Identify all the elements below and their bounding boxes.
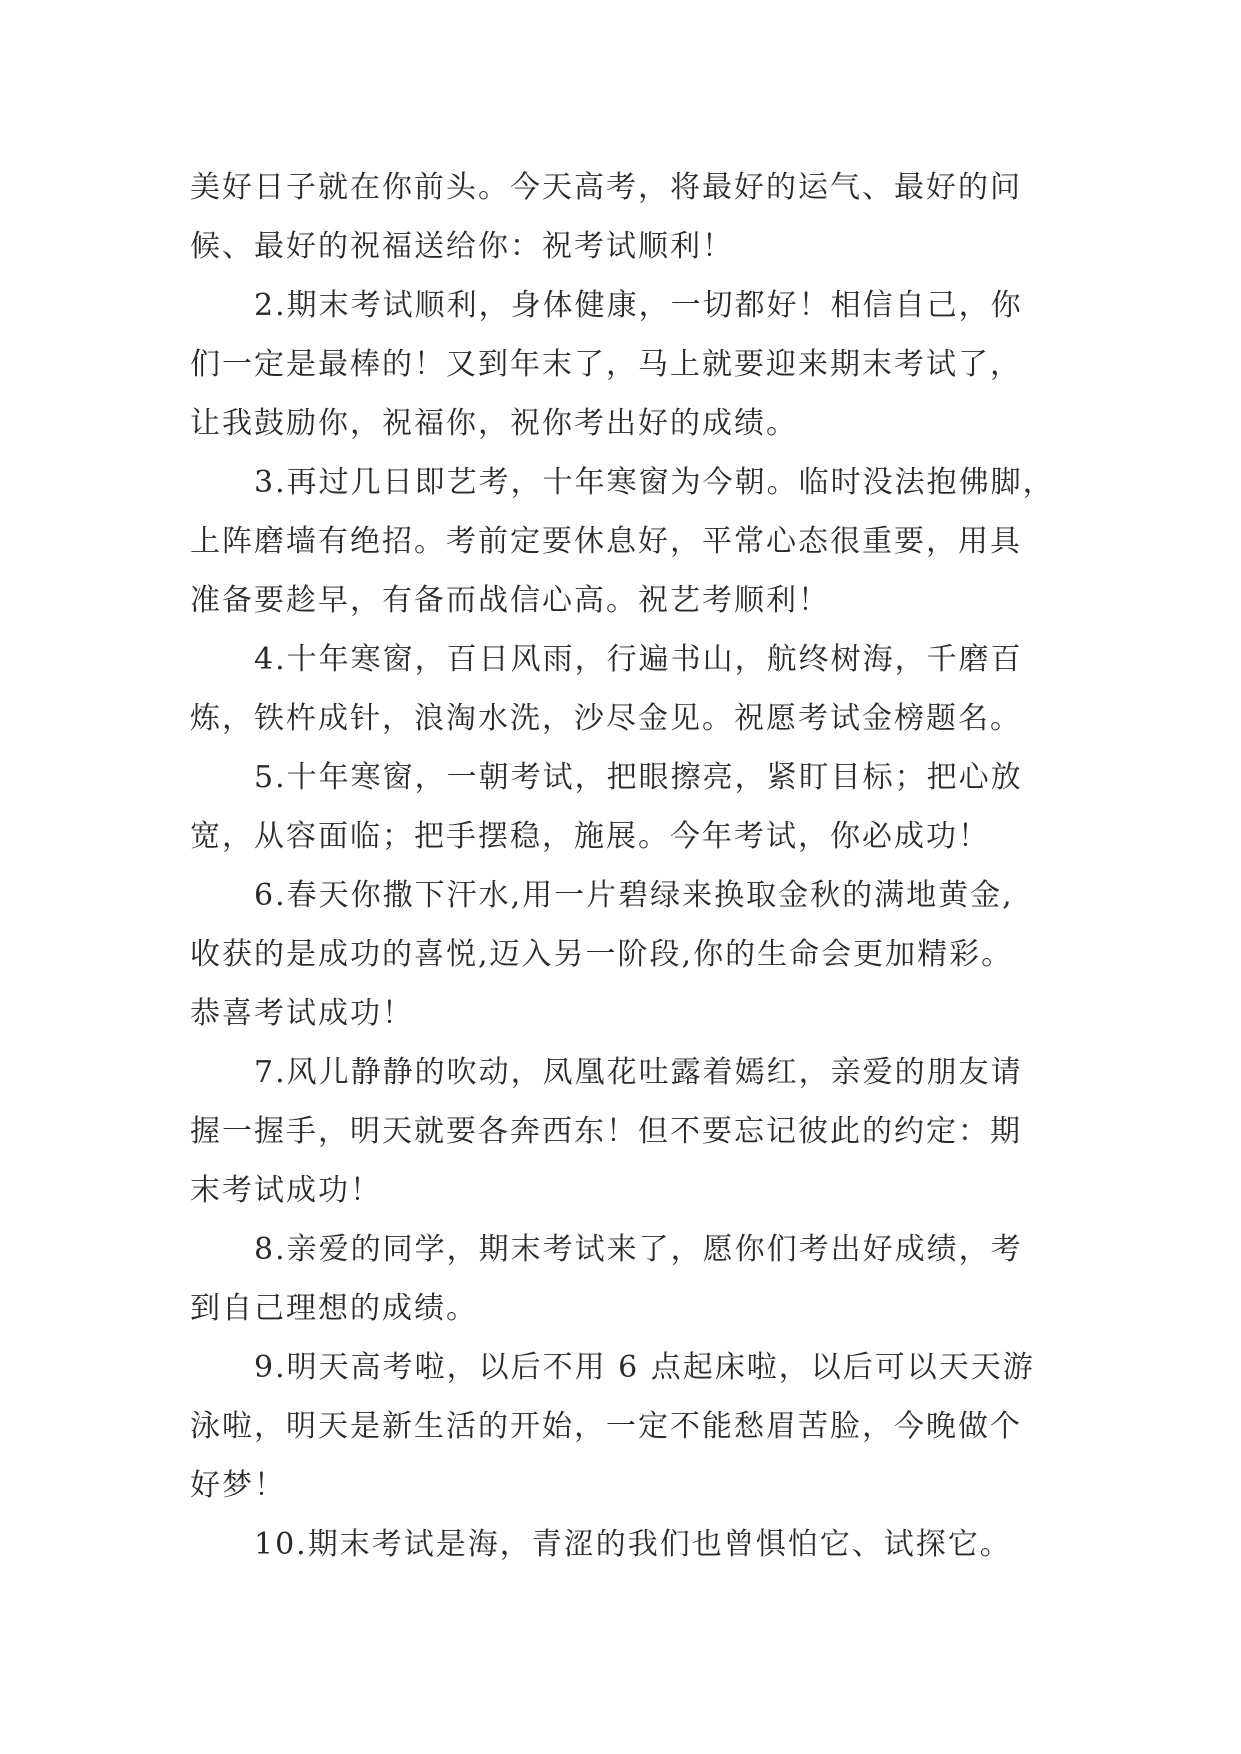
text-line: 3.再过几日即艺考，十年寒窗为今朝。临时没法抱佛脚， — [254, 465, 1055, 500]
paragraph-item-7 — [190, 1043, 1068, 1220]
text-line: 让我鼓励你，祝福你，祝你考出好的成绩。 — [190, 406, 798, 441]
text-line: 收获的是成功的喜悦,迈入另一阶段,你的生命会更加精彩。 — [190, 937, 1014, 972]
text-line: 好梦！ — [190, 1468, 286, 1503]
paragraph-item-5 — [190, 748, 1068, 866]
text-line: 炼，铁杵成针，浪淘水洗，沙尽金见。祝愿考试金榜题名。 — [190, 701, 1022, 736]
text-line: 泳啦，明天是新生活的开始，一定不能愁眉苦脸，今晚做个 — [190, 1409, 1022, 1444]
text-line: 宽，从容面临；把手摆稳，施展。今年考试，你必成功！ — [190, 819, 990, 854]
text-line: 候、最好的祝福送给你：祝考试顺利！ — [190, 229, 734, 264]
document-body — [190, 158, 1068, 1574]
text-line: 8.亲爱的同学，期末考试来了，愿你们考出好成绩，考 — [254, 1232, 1023, 1267]
paragraph-item-8 — [190, 1220, 1068, 1338]
text-line: 到自己理想的成绩。 — [190, 1291, 478, 1326]
text-line: 准备要趁早，有备而战信心高。祝艺考顺利！ — [190, 583, 830, 618]
paragraph-item-4 — [190, 630, 1068, 748]
text-line: 10.期末考试是海，青涩的我们也曾惧怕它、试探它。 — [254, 1527, 1012, 1562]
text-line: 们一定是最棒的！又到年末了，马上就要迎来期末考试了， — [190, 347, 1022, 382]
text-line: 上阵磨墙有绝招。考前定要休息好，平常心态很重要，用具 — [190, 524, 1022, 559]
paragraph-item-2 — [190, 276, 1068, 453]
text-line: 末考试成功！ — [190, 1173, 382, 1208]
text-line: 4.十年寒窗，百日风雨，行遍书山，航终树海，千磨百 — [254, 642, 1023, 677]
text-line: 恭喜考试成功！ — [190, 996, 414, 1031]
text-line: 6.春天你撒下汗水,用一片碧绿来换取金秋的满地黄金, — [254, 878, 1014, 913]
text-line: 2.期末考试顺利，身体健康，一切都好！相信自己，你 — [254, 288, 1023, 323]
text-line: 握一握手，明天就要各奔西东！但不要忘记彼此的约定：期 — [190, 1114, 1022, 1149]
paragraph-item-9 — [190, 1338, 1068, 1515]
text-line: 美好日子就在你前头。今天高考，将最好的运气、最好的问 — [190, 170, 1022, 205]
paragraph-item-10 — [190, 1515, 1068, 1574]
text-line: 9.明天高考啦，以后不用 6 点起床啦，以后可以天天游 — [254, 1350, 1035, 1385]
text-line: 5.十年寒窗，一朝考试，把眼擦亮，紧盯目标；把心放 — [254, 760, 1023, 795]
paragraph-item-6 — [190, 866, 1068, 1043]
paragraph-item-3 — [190, 453, 1068, 630]
paragraph-continuation — [190, 158, 1068, 276]
text-line: 7.风儿静静的吹动，凤凰花吐露着嫣红，亲爱的朋友请 — [254, 1055, 1023, 1090]
